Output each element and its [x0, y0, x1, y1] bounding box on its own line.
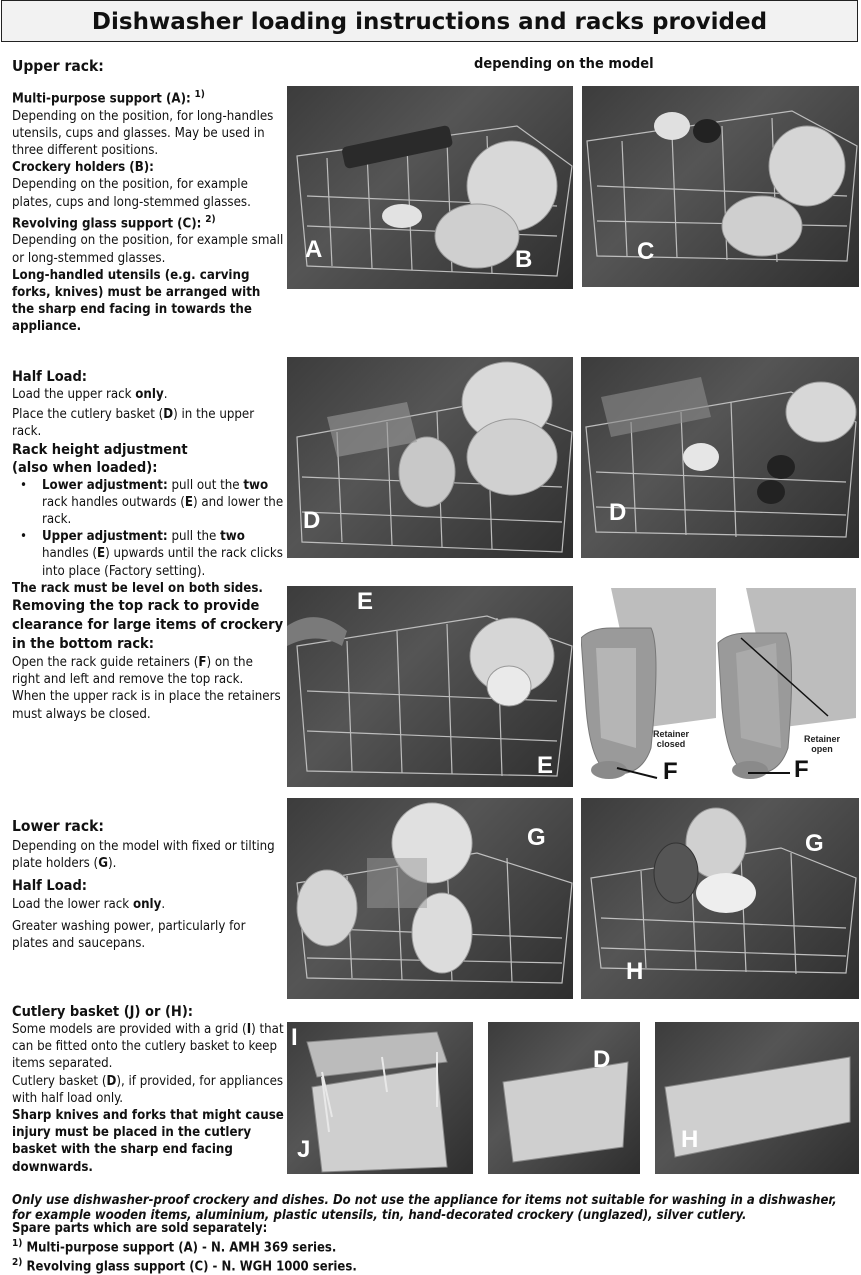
upper-adj-t1: pull the: [167, 529, 221, 545]
rack-illustration: [287, 357, 573, 558]
lower-rack-heading: Lower rack:: [12, 817, 104, 835]
lower-rack-photo-1: [287, 798, 573, 999]
remove-t2: ) on the right and left and remove the top rack.: [12, 655, 253, 688]
upper-adj-label: Upper adjustment:: [42, 529, 168, 545]
retainer-open-drawing: [716, 588, 859, 786]
label-f-1: F: [663, 758, 678, 785]
spare-part-1: Multi-purpose support (A) - N. AMH 369 series.: [22, 1240, 337, 1256]
label-j: J: [297, 1136, 311, 1163]
lower-adj-two: two: [243, 477, 269, 493]
half-load-section: [12, 368, 284, 723]
upper-adj-e: E: [97, 546, 106, 562]
lower-g: G: [98, 856, 108, 872]
label-h-1: H: [626, 958, 644, 985]
label-d-3: D: [593, 1046, 611, 1073]
footnote-ref-1: 1): [194, 89, 205, 100]
footer-sup-2: 2): [12, 1257, 23, 1269]
remove-f: F: [198, 655, 207, 671]
glass-support-text: Depending on the position, for example small or long-stemmed glasses.: [12, 233, 284, 266]
retainer-open-line2: open: [811, 744, 833, 754]
adjustment-list: [12, 477, 284, 580]
upper-adjustment-item: [42, 528, 284, 580]
lower-adj-e: E: [184, 494, 193, 510]
lower-half-only: only: [132, 897, 162, 913]
retainer-closed-line2: closed: [656, 739, 686, 749]
label-a: A: [305, 236, 323, 263]
lower-adj-t3: ) and lower the rack.: [42, 494, 284, 528]
half-load-heading: Half Load:: [12, 369, 88, 385]
footnote-ref-2: 2): [205, 213, 216, 225]
label-d-2: D: [609, 499, 627, 526]
label-g-1: G: [527, 824, 546, 851]
lower-adj-t1: pull out the: [167, 477, 244, 493]
cutlery-i: I: [246, 1022, 252, 1037]
page-title: Dishwasher loading instructions and racks provided: [1, 0, 858, 42]
cutlery-heading: Cutlery basket (J) or (H):: [12, 1004, 194, 1020]
label-c: C: [637, 238, 655, 265]
footer-sup-1: 1): [12, 1238, 23, 1249]
cutlery-t2: ) that can be fitted onto the cutlery basket to keep items separated.: [12, 1022, 284, 1072]
label-g-2: G: [805, 830, 824, 857]
lower-adj-t2: rack handles outwards (: [42, 494, 185, 510]
basket-text: Place the cutlery basket (: [12, 407, 164, 423]
rack-illustration: [582, 86, 859, 287]
cutlery-t3: Cutlery basket (: [12, 1073, 107, 1089]
spare-parts-heading: Spare parts which are sold separately:: [12, 1221, 268, 1236]
half-load-photo-2: [581, 357, 859, 558]
upper-rack-heading: Upper rack:: [12, 57, 104, 75]
height-heading-2: (also when loaded):: [12, 459, 158, 476]
upper-adj-two: two: [220, 529, 245, 545]
height-heading-1: Rack height adjustment: [12, 441, 188, 458]
utensil-warning: Long-handled utensils (e.g. carving forks, knives) must be arranged with the sharp end facing in towards the appliance.: [12, 267, 261, 335]
remove-t1: Open the rack guide retainers (: [12, 655, 199, 671]
label-h-2: H: [681, 1126, 699, 1153]
basket-illustration: [488, 1022, 640, 1174]
lower-half-text: Load the lower rack: [12, 897, 133, 913]
basket-illustration: [287, 1022, 473, 1174]
crockery-holders-label: Crockery holders (B):: [12, 160, 154, 176]
cutlery-warning: Sharp knives and forks that might cause injury must be placed in the cutlery basket with the sharp end facing downwards.: [12, 1108, 284, 1175]
cutlery-basket-photo-ij: [287, 1022, 473, 1174]
label-i: I: [291, 1024, 298, 1051]
crockery-holders-text: Depending on the position, for example plates, cups and long-stemmed glasses.: [12, 177, 251, 210]
lower-half-period: .: [161, 897, 166, 913]
model-note: depending on the model: [474, 56, 654, 72]
remove-heading: Removing the top rack to provide clearance for large items of crockery in the bottom rack:: [12, 598, 284, 653]
lower-rack-section: [12, 816, 284, 952]
rack-illustration: [581, 357, 859, 558]
label-b: B: [515, 246, 533, 273]
lower-adjustment-item: [42, 477, 284, 529]
rack-adjustment-photo: [287, 586, 573, 787]
upper-adj-t3: ) upwards until the rack clicks into place (Factory setting).: [42, 546, 283, 579]
lower-text-end: ).: [107, 856, 117, 872]
half-load-line1: Load the upper rack: [12, 387, 136, 402]
cutlery-section: [12, 1003, 284, 1176]
half-load-period: .: [163, 387, 168, 402]
spare-part-2: Revolving glass support (C) - N. WGH 1000 series.: [22, 1259, 357, 1275]
footer: [12, 1193, 857, 1275]
upper-rack-text: [12, 86, 284, 336]
basket-text-end: ) in the upper rack.: [12, 407, 255, 440]
retainer-closed-illustration: [581, 588, 716, 786]
lower-half-heading: Half Load:: [12, 878, 88, 895]
retainer-closed-line1: Retainer: [653, 729, 690, 739]
level-note: The rack must be level on both sides.: [12, 580, 263, 596]
glass-support-label: Revolving glass support (C):: [12, 216, 202, 232]
half-load-photo-1: [287, 357, 573, 558]
upper-rack-photo-c: [582, 86, 859, 287]
retainer-open-illustration: [716, 588, 859, 786]
upper-rack-photo-ab: [287, 86, 573, 289]
cutlery-basket-photo-d: [488, 1022, 640, 1174]
basket-d: D: [163, 407, 174, 423]
lower-rack-photo-2: [581, 798, 859, 999]
label-e-2: E: [537, 752, 554, 779]
footer-note: Only use dishwasher-proof crockery and dishes. Do not use the appliance for items not suitable for washing in a dishwasher, for example wooden items, aluminium, plastic utensils, tin, hand-decorated crockery (unglazed), silver cutlery.: [12, 1193, 837, 1223]
pointer-line-f1: [581, 588, 716, 786]
remove-t3: When the upper rack is in place the retainers must always be closed.: [12, 689, 281, 722]
label-e-1: E: [357, 588, 374, 615]
cutlery-t1: Some models are provided with a grid (: [12, 1022, 247, 1037]
retainer-open-label: [804, 734, 840, 754]
cutlery-basket-photo-h: [655, 1022, 859, 1174]
multi-purpose-label: Multi-purpose support (A):: [12, 91, 191, 107]
lower-text: Depending on the model with fixed or tilting plate holders (: [12, 839, 275, 872]
washing-power: Greater washing power, particularly for plates and saucepans.: [12, 918, 246, 951]
retainer-open-line1: Retainer: [804, 734, 841, 744]
rack-illustration: [287, 586, 573, 787]
multi-purpose-text: Depending on the position, for long-handles utensils, cups and glasses. May be used in three different positions.: [12, 108, 274, 158]
rack-illustration: [581, 798, 859, 999]
cutlery-t4: ), if provided, for appliances with half load only.: [12, 1073, 284, 1106]
half-load-only: only: [135, 387, 164, 402]
label-d-1: D: [303, 507, 321, 534]
upper-adj-t2: handles (: [42, 546, 98, 562]
lower-adj-label: Lower adjustment:: [42, 477, 168, 493]
cutlery-d: D: [106, 1073, 117, 1089]
label-f-2: F: [794, 756, 809, 783]
